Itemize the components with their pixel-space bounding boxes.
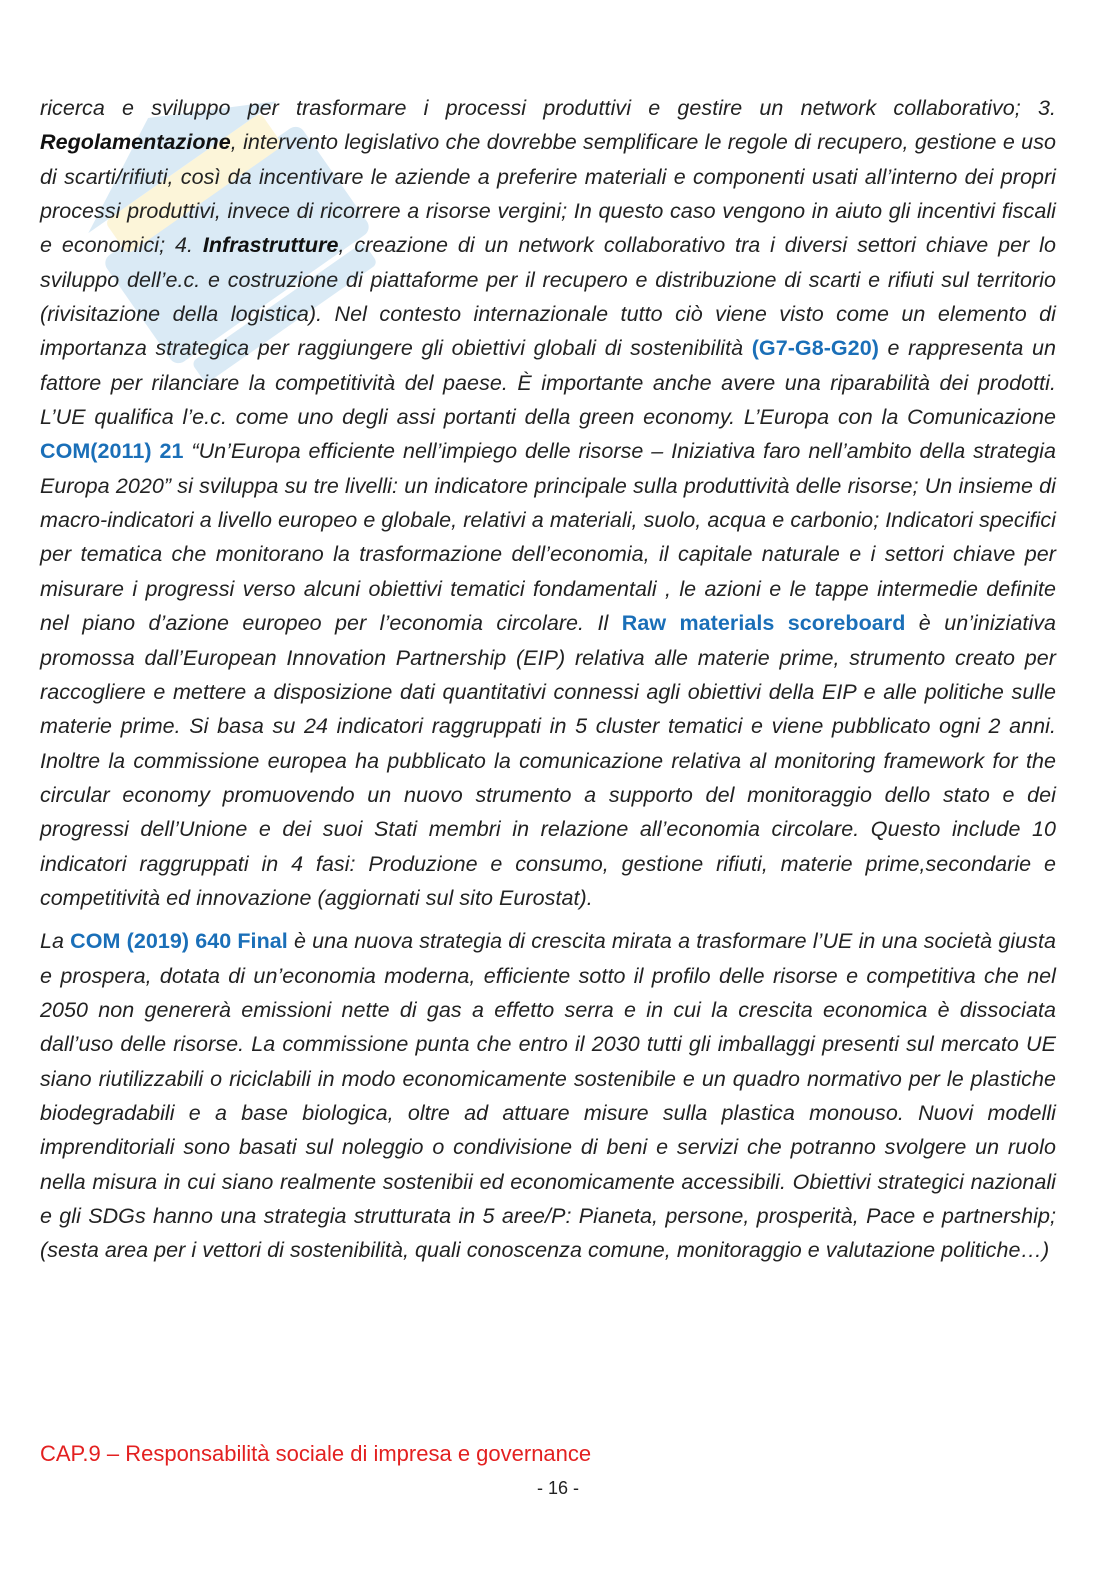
text-run: è un’iniziativa promossa dall’European Innovation Partnership (EIP) relativa alle materie prime, strumento creato per raccogliere e mettere a disposizione dati quantitativi connessi agli obiettivi della EIP e alle politiche sulle materie prime. Si basa su 24 indicatori raggruppati in 5 cluster tematici e viene pubblicato ogni 2 anni. Inoltre la commissione europea ha pubblicato la comunicazione relativa al monitoring framework for the circular economy promuovendo un nuovo strumento a supporto del monitoraggio dello stato e dei progressi dell’Unione e dei suoi Stati membri in relazione all’economia circolare. Questo include 10 indicatori raggruppati in 4 fasi: Produzione e consumo, gestione rifiuti, materie prime,secondarie e competitività ed innovazione (aggiornati sul sito Eurostat). <box>40 611 1056 910</box>
paragraph-1 <box>40 91 1056 915</box>
text-run: , intervento legislativo che dovrebbe semplificare le regole di recupero, gestione e uso di scarti/rifiuti, così da incentivare le aziende a preferire materiali e componenti usati all’interno dei propri processi produttivi, invece di ricorrere a risorse vergini; In questo caso vengono in aiuto gli incentivi fiscali e economici; 4. <box>40 130 1056 258</box>
text-run: , creazione di un network collaborativo tra i diversi settori chiave per lo sviluppo dell’e.c. e costruzione di piattaforme per il recupero e distribuzione di scarti e rifiuti sul territorio (rivisitazione della logistica). Nel contesto internazionale tutto ciò viene visto come un elemento di importanza strategica per raggiungere gli obiettivi globali di sostenibilità <box>40 233 1056 361</box>
chapter-heading: CAP.9 – Responsabilità sociale di impresa e governance <box>40 1441 592 1466</box>
text-run: è una nuova strategia di crescita mirata a trasformare l’UE in una società giusta e prospera, dotata di un’economia moderna, efficiente sotto il profilo delle risorse e competitiva che nel 2050 non genererà emissioni nette di gas a effetto serra e in cui la crescita economica è dissociata dall’uso delle risorse. La commissione punta che entro il 2030 tutti gli imballaggi presenti sul mercato UE siano riutilizzabili o riciclabili in modo economicamente sostenibile e un quadro normativo per le plastiche biodegradabili e a base biologica, oltre ad attuare misure sulla plastica monouso. Nuovi modelli imprenditoriali sono basati sul noleggio o condivisione di beni e servizi che potranno svolgere un ruolo nella misura in cui siano realmente sostenibii ed economicamente accessibili. Obiettivi strategici nazionali e gli SDGs hanno una strategia strutturata in 5 aree/P: Pianeta, persone, prosperità, Pace e partnership; (sesta area per i vettori di sostenibilità, quali conoscenza comune, monitoraggio e valutazione politiche…) <box>40 929 1057 1263</box>
highlight-com-2019-640: COM (2019) 640 Final <box>70 929 288 954</box>
highlight-com-2011-21: COM(2011) 21 <box>40 439 184 464</box>
page-number: - 16 - <box>536 1478 579 1498</box>
highlight-raw-materials-scoreboard: Raw materials scoreboard <box>621 611 906 636</box>
text-run: La <box>40 929 71 954</box>
term-regolamentazione: Regolamentazione <box>40 130 231 155</box>
text-run: ricerca e sviluppo per trasformare i processi produttivi e gestire un network collaborativo; 3. <box>40 96 1056 120</box>
text-run: e rappresenta un fattore per rilanciare la competitività del paese. È importante anche avere una riparabilità dei prodotti. L’UE qualifica l’e.c. come uno degli assi portanti della green economy. L’Europa con la Comunicazione <box>40 336 1056 430</box>
highlight-g7-g8-g20: (G7-G8-G20) <box>751 336 879 361</box>
paragraph-2 <box>40 924 1056 1267</box>
text-run: “Un’Europa efficiente nell’impiego delle risorse – Iniziativa faro nell’ambito della strategia Europa 2020” si sviluppa su tre livelli: un indicatore principale sulla produttività delle risorse; Un insieme di macro-indicatori a livello europeo e globale, relativi a materiali, suolo, acqua e carbonio; Indicatori specifici per tematica che monitorano la trasformazione dell’economia, il capitale naturale e i settori chiave per misurare i progressi verso alcuni obiettivi tematici fondamentali , le azioni e le tappe intermedie definite nel piano d’azione europeo per l’economia circolare. Il <box>40 439 1056 636</box>
term-infrastrutture: Infrastrutture <box>202 233 339 258</box>
body-text <box>40 91 1056 1268</box>
